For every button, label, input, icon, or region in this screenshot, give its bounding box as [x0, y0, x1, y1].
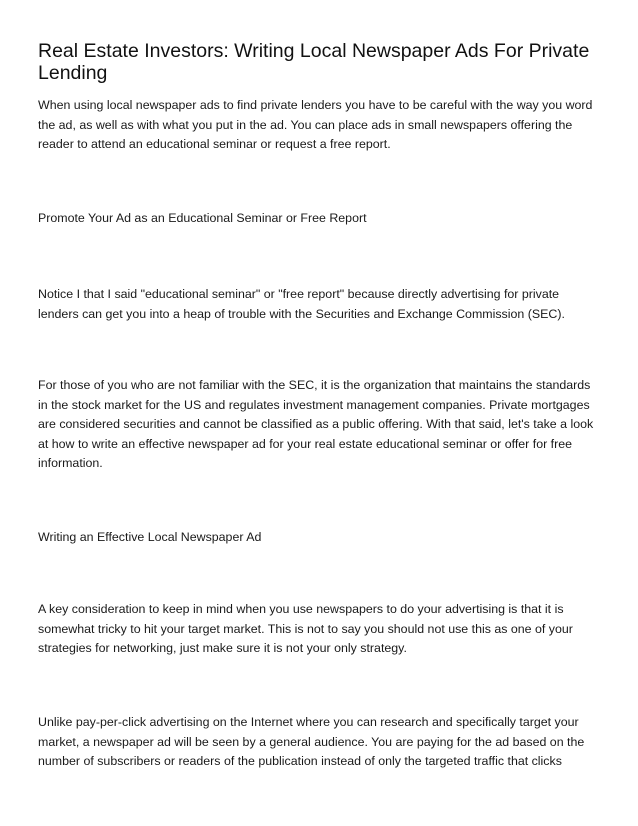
paragraph-line: are considered securities and cannot be classified as a public offering. With that said, let's take a look	[38, 417, 594, 432]
paragraph-unlike-ppc	[38, 713, 604, 772]
title-line: Real Estate Investors: Writing Local Newspaper Ads For Private	[38, 40, 590, 62]
paragraph-intro	[38, 96, 604, 155]
paragraph-line: strategies for networking, just make sure it is not your only strategy.	[38, 641, 407, 656]
document-page	[38, 40, 604, 769]
paragraph-line: When using local newspaper ads to find private lenders you have to be careful with the way you word	[38, 98, 593, 112]
paragraph-line: number of subscribers or readers of the publication instead of only the targeted traffic that clicks	[38, 754, 562, 769]
title-line: Lending	[38, 62, 108, 84]
paragraph-sec	[38, 376, 604, 474]
paragraph-line: Unlike pay-per-click advertising on the Internet where you can research and specifically target your	[38, 715, 579, 729]
section-heading-promote	[38, 209, 604, 229]
paragraph-line: A key consideration to keep in mind when you use newspapers to do your advertising is that it is	[38, 602, 564, 616]
heading-text: Writing an Effective Local Newspaper Ad	[38, 530, 262, 544]
paragraph-line: lenders can get you into a heap of trouble with the Securities and Exchange Commission (SEC).	[38, 306, 565, 321]
paragraph-line: information.	[38, 456, 103, 471]
paragraph-line: at how to write an effective newspaper ad for your real estate educational seminar or offer for free	[38, 436, 573, 451]
paragraph-line: reader to attend an educational seminar or request a free report.	[38, 137, 391, 152]
paragraph-line: For those of you who are not familiar with the SEC, it is the organization that maintains the standards	[38, 378, 591, 392]
paragraph-line: market, a newspaper ad will be seen by a general audience. You are paying for the ad based on the	[38, 734, 585, 749]
section-heading-writing	[38, 528, 604, 548]
paragraph-key-consideration	[38, 600, 604, 659]
document-title	[38, 40, 604, 84]
paragraph-line: the ad, as well as with what you put in the ad. You can place ads in small newspapers offering the	[38, 117, 573, 132]
heading-text: Promote Your Ad as an Educational Seminar or Free Report	[38, 211, 367, 225]
paragraph-line: in the stock market for the US and regulates investment management companies. Private mortgages	[38, 397, 590, 412]
paragraph-notice	[38, 285, 604, 324]
paragraph-line: Notice I that I said "educational seminar" or "free report" because directly advertising for private	[38, 287, 560, 301]
paragraph-line: somewhat tricky to hit your target market. This is not to say you should not use this as one of your	[38, 621, 573, 636]
